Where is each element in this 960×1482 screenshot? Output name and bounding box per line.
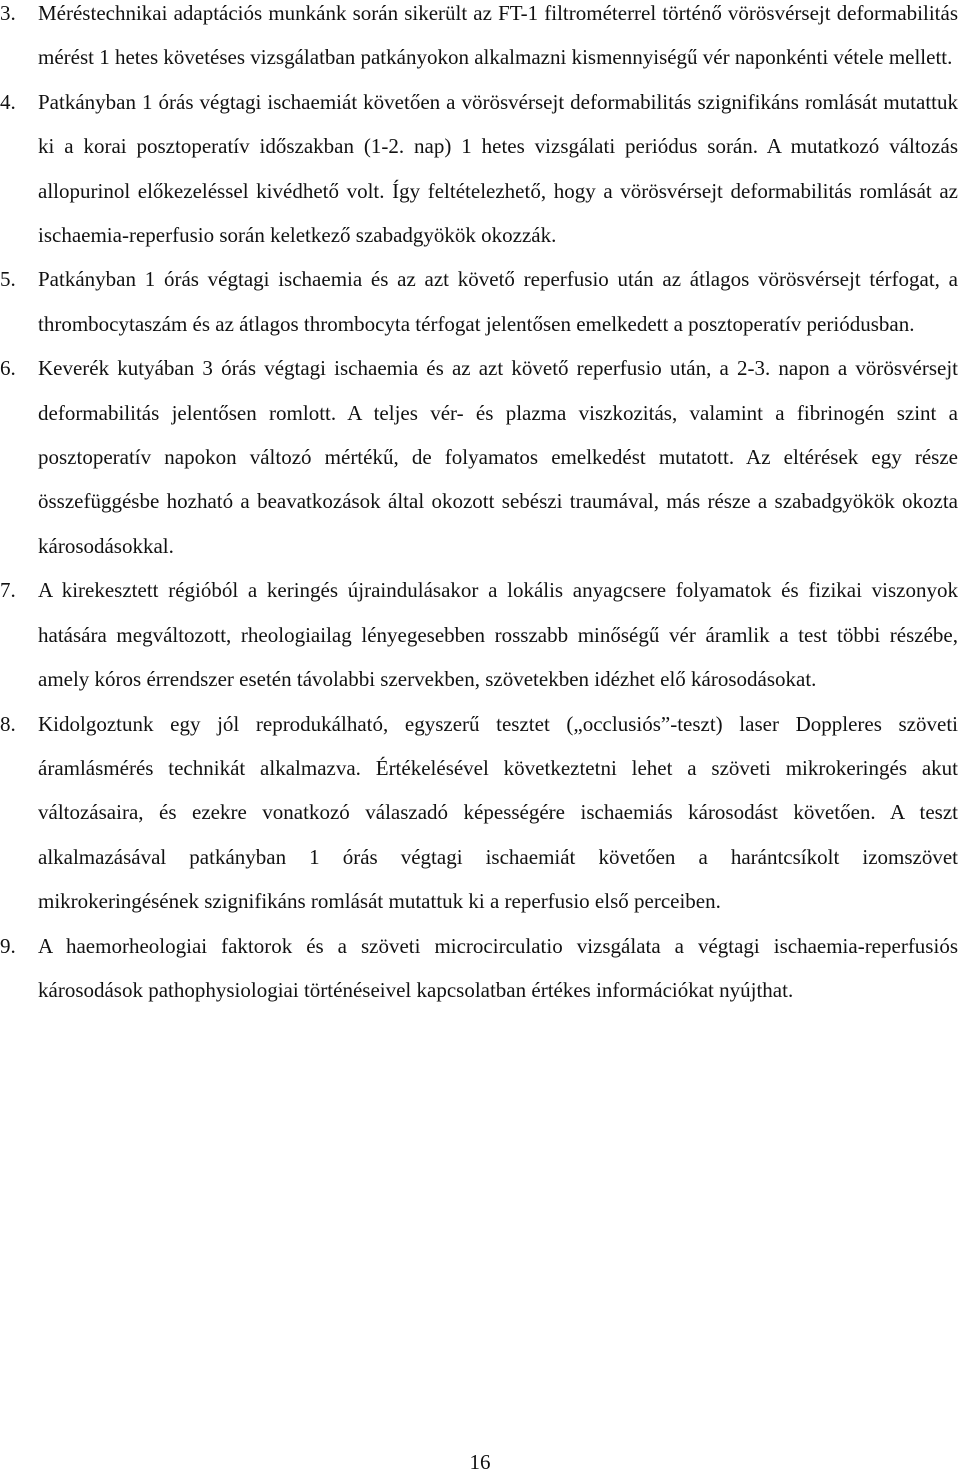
list-item [0,346,958,568]
item-text: Patkányban 1 órás végtagi ischaemiát követően a vörösvérsejt deformabilitás szignifikáns romlását mutattuk ki a korai posztoperatív időszakban (1-2. nap) 1 hetes vizsgálati periódus során. A mutatkozó változás allopurinol előkezeléssel kivédhető volt. Így feltételezhető, hogy a vörösvérsejt deformabilitás romlását az ischaemia-reperfusio során keletkező szabadgyökök okozzák. [38,89,958,248]
list-item [0,0,958,80]
item-text: Keverék kutyában 3 órás végtagi ischaemia és az azt követő reperfusio után, a 2-3. napon a vörösvérsejt deformabilitás jelentősen romlott. A teljes vér- és plazma viszkozitás, valamint a fibrinogén szint a posztoperatív napokon változó mértékű, de folyamatos emelkedést mutatott. Az eltérések egy része összefüggésbe hozható a beavatkozások által okozott sebészi traumával, más része a szabadgyökök okozta károsodásokkal. [38,356,958,558]
item-number: 3. [0,1,16,25]
list-item [0,924,958,1013]
item-text: Kidolgoztunk egy jól reprodukálható, egyszerű tesztet („occlusiós”-teszt) laser Doppleres szöveti áramlásmérés technikát alkalmazva. Értékelésével következtetni lehet a szöveti mikrokeringés akut változásaira, és ezekre vonatkozó válaszadó képességére ischaemiás károsodást követően. A teszt alkalmazásával patkányban 1 órás végtagi ischaemiát követően a harántcsíkolt izomszövet mikrokeringésének szignifikáns romlását mutattuk ki a reperfusio első perceiben. [38,711,958,914]
item-text: A kirekesztett régióból a keringés újraindulásakor a lokális anyagcsere folyamatok és fizikai viszonyok hatására megváltozott, rheologiailag lényegesebben rosszabb minőségű vér áramlik a test többi részébe, amely kóros érrendszer esetén távolabbi szervekben, szövetekben idézhet elő károsodásokat. [38,578,958,692]
item-number: 9. [0,933,16,958]
page-number: 16 [469,1450,491,1474]
item-text: Méréstechnikai adaptációs munkánk során sikerült az FT-1 filtrométerrel történő vörösvérsejt deformabilitás mérést 1 hetes követéses vizsgálatban patkányokon alkalmazni kismennyiségű vér naponkénti vétele mellett. [38,1,958,70]
list-item [0,257,958,346]
item-number: 6. [0,356,16,381]
item-number: 8. [0,711,16,736]
item-number: 5. [0,267,16,292]
item-number: 7. [0,578,16,603]
item-text: Patkányban 1 órás végtagi ischaemia és az azt követő reperfusio után az átlagos vörösvérsejt térfogat, a thrombocytaszám és az átlagos thrombocyta térfogat jelentősen emelkedett a posztoperatív periódusban. [38,267,958,336]
list-item [0,702,958,924]
item-text: A haemorheologiai faktorok és a szöveti microcirculatio vizsgálata a végtagi ischaemia-reperfusiós károsodások pathophysiologiai történéseivel kapcsolatban értékes információkat nyújthat. [38,933,958,1002]
list-item [0,568,958,701]
list-item [0,80,958,258]
item-number: 4. [0,89,16,114]
